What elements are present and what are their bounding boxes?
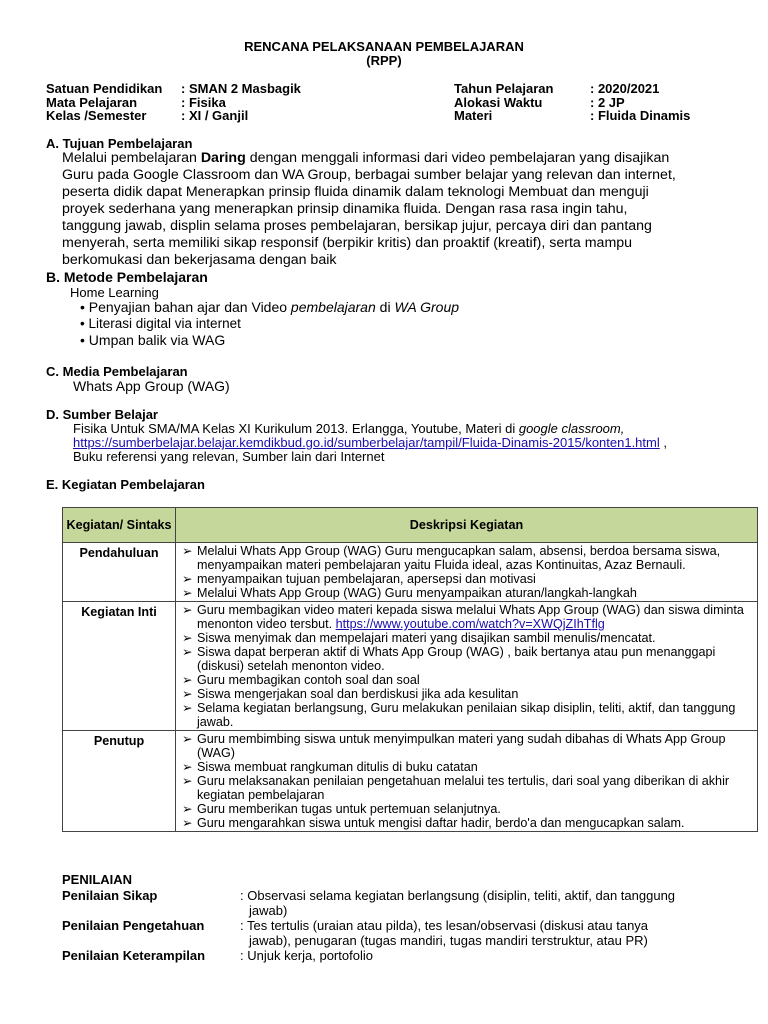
meta-label: Tahun Pelajaran xyxy=(454,81,554,96)
sumber-belajar-link[interactable]: https://sumberbelajar.belajar.kemdikbud.go.id/sumberbelajar/tampil/Fluida-Dinamis-2015/konten1.html xyxy=(73,435,660,450)
list-item: ➢ Melalui Whats App Group (WAG) Guru menyampaikan aturan/langkah-langkah xyxy=(182,586,637,600)
bullet-item: • Penyajian bahan ajar dan Video pembelajaran di WA Group xyxy=(80,299,460,315)
list-item: ➢ Siswa membuat rangkuman ditulis di buku catatan xyxy=(182,760,478,774)
section-d-heading: D. Sumber Belajar xyxy=(46,407,158,422)
kegiatan-table xyxy=(62,507,758,832)
description-cell xyxy=(176,543,758,602)
stage-cell: Pendahuluan xyxy=(63,543,176,602)
list-item: ➢ Siswa menyimak dan mempelajari materi yang disajikan sambil menulis/mencatat. xyxy=(182,631,656,645)
paragraph-line: menyerah, serta memiliki sikap responsif (berpikir kritis) dan proaktif (kreatif), serta mampu xyxy=(62,235,633,251)
stage-cell: Kegiatan Inti xyxy=(63,602,176,731)
arrow-bullet-icon: ➢ xyxy=(182,544,193,558)
list-item: ➢ Guru membagikan video materi kepada siswa melalui Whats App Group (WAG) dan siswa diminta menonton video tersbut. https://www.youtube.com/watch?v=XWQjZIhTflg xyxy=(182,603,744,631)
arrow-bullet-icon: ➢ xyxy=(182,645,193,659)
penilaian-text: : Tes tertulis (uraian atau pilda), tes lesan/observasi (diskusi atau tanya jawab), penugaran (tugas mandiri, tugas mandiri terstruktur, atau PR) xyxy=(240,918,649,948)
meta-label: Alokasi Waktu xyxy=(454,95,543,110)
section-a-heading: A. Tujuan Pembelajaran xyxy=(46,136,193,151)
section-d-line3: Buku referensi yang relevan, Sumber lain dari Internet xyxy=(73,449,385,464)
meta-value: : Fluida Dinamis xyxy=(590,108,691,123)
bullet-dot-icon: • xyxy=(80,332,85,348)
youtube-link[interactable]: https://www.youtube.com/watch?v=XWQjZIhTflg xyxy=(335,617,605,631)
arrow-bullet-icon: ➢ xyxy=(182,732,193,746)
list-item: ➢ Selama kegiatan berlangsung, Guru melakukan penilaian sikap disiplin, teliti, aktif, dan tanggung jawab. xyxy=(182,701,736,729)
penilaian-heading: PENILAIAN xyxy=(62,872,133,887)
arrow-bullet-icon: ➢ xyxy=(182,673,193,687)
list-item: ➢ Siswa dapat berperan aktif di Whats App Group (WAG) , baik bertanya atau pun menanggapi (diskusi) setelah menonton video. xyxy=(182,645,716,673)
section-d-line1: Fisika Untuk SMA/MA Kelas XI Kurikulum 2013. Erlangga, Youtube, Materi di google classroom, xyxy=(73,421,625,436)
meta-value: : 2 JP xyxy=(590,95,625,110)
table-header-cell: Kegiatan/ Sintaks xyxy=(63,508,176,543)
meta-label: Kelas /Semester xyxy=(46,108,147,123)
bullet-item: • Umpan balik via WAG xyxy=(80,332,226,348)
paragraph-line: Melalui pembelajaran Daring dengan menggali informasi dari video pembelajaran yang disajikan xyxy=(62,150,670,166)
list-item: ➢ Melalui Whats App Group (WAG) Guru mengucapkan salam, absensi, berdoa bersama siswa, menyampaikan materi pembelajaran yaitu Fluida ideal, azas Kontinuitas, Azaz Bernauli. xyxy=(182,544,721,572)
description-cell xyxy=(176,602,758,731)
bullet-item: • Literasi digital via internet xyxy=(80,316,241,331)
meta-label: Satuan Pendidikan xyxy=(46,81,163,96)
list-item: ➢ Guru mengarahkan siswa untuk mengisi daftar hadir, berdo'a dan mengucapkan salam. xyxy=(182,816,685,830)
section-d-line2: https://sumberbelajar.belajar.kemdikbud.go.id/sumberbelajar/tampil/Fluida-Dinamis-2015/konten1.html , xyxy=(73,435,667,450)
table-row xyxy=(63,543,758,602)
arrow-bullet-icon: ➢ xyxy=(182,572,193,586)
arrow-bullet-icon: ➢ xyxy=(182,687,193,701)
list-item: ➢ Siswa mengerjakan soal dan berdiskusi jika ada kesulitan xyxy=(182,687,519,701)
paragraph-line: Guru pada Google Classroom dan WA Group, berbagai sumber belajar yang relevan dan internet, xyxy=(62,167,676,183)
meta-value: : 2020/2021 xyxy=(590,81,660,96)
bullet-dot-icon: • xyxy=(80,299,85,315)
arrow-bullet-icon: ➢ xyxy=(182,816,193,830)
table-header-row xyxy=(63,508,758,543)
paragraph-line: berkomukasi dan bekerjasama dengan baik xyxy=(62,252,337,268)
arrow-bullet-icon: ➢ xyxy=(182,701,193,715)
arrow-bullet-icon: ➢ xyxy=(182,631,193,645)
penilaian-text: : Unjuk kerja, portofolio xyxy=(240,948,373,963)
section-b-sub: Home Learning xyxy=(70,285,159,300)
penilaian-label: Penilaian Keterampilan xyxy=(62,948,206,963)
bullet-dot-icon: • xyxy=(80,316,85,331)
arrow-bullet-icon: ➢ xyxy=(182,586,193,600)
penilaian-label: Penilaian Sikap xyxy=(62,888,158,903)
section-c-text: Whats App Group (WAG) xyxy=(73,378,230,394)
arrow-bullet-icon: ➢ xyxy=(182,774,193,788)
stage-cell: Penutup xyxy=(63,731,176,832)
section-a-paragraph xyxy=(62,150,762,269)
penilaian-row xyxy=(62,948,752,964)
penilaian-row xyxy=(62,888,752,920)
meta-label: Mata Pelajaran xyxy=(46,95,138,110)
table-row xyxy=(63,731,758,832)
paragraph-line: proyek sederhana yang menerapkan prinsip dinamika fluida. Dengan rasa rasa ingin tahu, xyxy=(62,201,628,217)
doc-subtitle: (RPP) xyxy=(366,53,402,68)
list-item: ➢ menyampaikan tujuan pembelajaran, apersepsi dan motivasi xyxy=(182,572,536,586)
penilaian-row xyxy=(62,918,752,950)
list-item: ➢ Guru membagikan contoh soal dan soal xyxy=(182,673,420,687)
table-header-cell: Deskripsi Kegiatan xyxy=(176,508,758,543)
penilaian-label: Penilaian Pengetahuan xyxy=(62,918,205,933)
meta-value: : XI / Ganjil xyxy=(181,108,249,123)
section-c-heading: C. Media Pembelajaran xyxy=(46,364,188,379)
doc-title: RENCANA PELAKSANAAN PEMBELAJARAN xyxy=(244,39,524,54)
arrow-bullet-icon: ➢ xyxy=(182,603,193,617)
penilaian-text: : Observasi selama kegiatan berlangsung (disiplin, teliti, aktif, dan tanggung jawab) xyxy=(240,888,676,918)
section-b-heading: B. Metode Pembelajaran xyxy=(46,269,208,285)
section-e-heading: E. Kegiatan Pembelajaran xyxy=(46,477,205,492)
list-item: ➢ Guru membimbing siswa untuk menyimpulkan materi yang sudah dibahas di Whats App Group (WAG) xyxy=(182,732,726,760)
meta-label: Materi xyxy=(454,108,493,123)
paragraph-line: tanggung jawab, displin selama proses pembelajaran, bersikap jujur, percaya diri dan pantang xyxy=(62,218,652,234)
meta-value: : SMAN 2 Masbagik xyxy=(181,81,301,96)
arrow-bullet-icon: ➢ xyxy=(182,802,193,816)
table-row xyxy=(63,602,758,731)
meta-value: : Fisika xyxy=(181,95,226,110)
list-item: ➢ Guru melaksanakan penilaian pengetahuan melalui tes tertulis, dari soal yang diberikan di akhir kegiatan pembelajaran xyxy=(182,774,730,802)
list-item: ➢ Guru memberikan tugas untuk pertemuan selanjutnya. xyxy=(182,802,501,816)
paragraph-line: peserta didik dapat Menerapkan prinsip fluida dinamik dalam teknologi Membuat dan menguji xyxy=(62,184,649,200)
arrow-bullet-icon: ➢ xyxy=(182,760,193,774)
description-cell xyxy=(176,731,758,832)
